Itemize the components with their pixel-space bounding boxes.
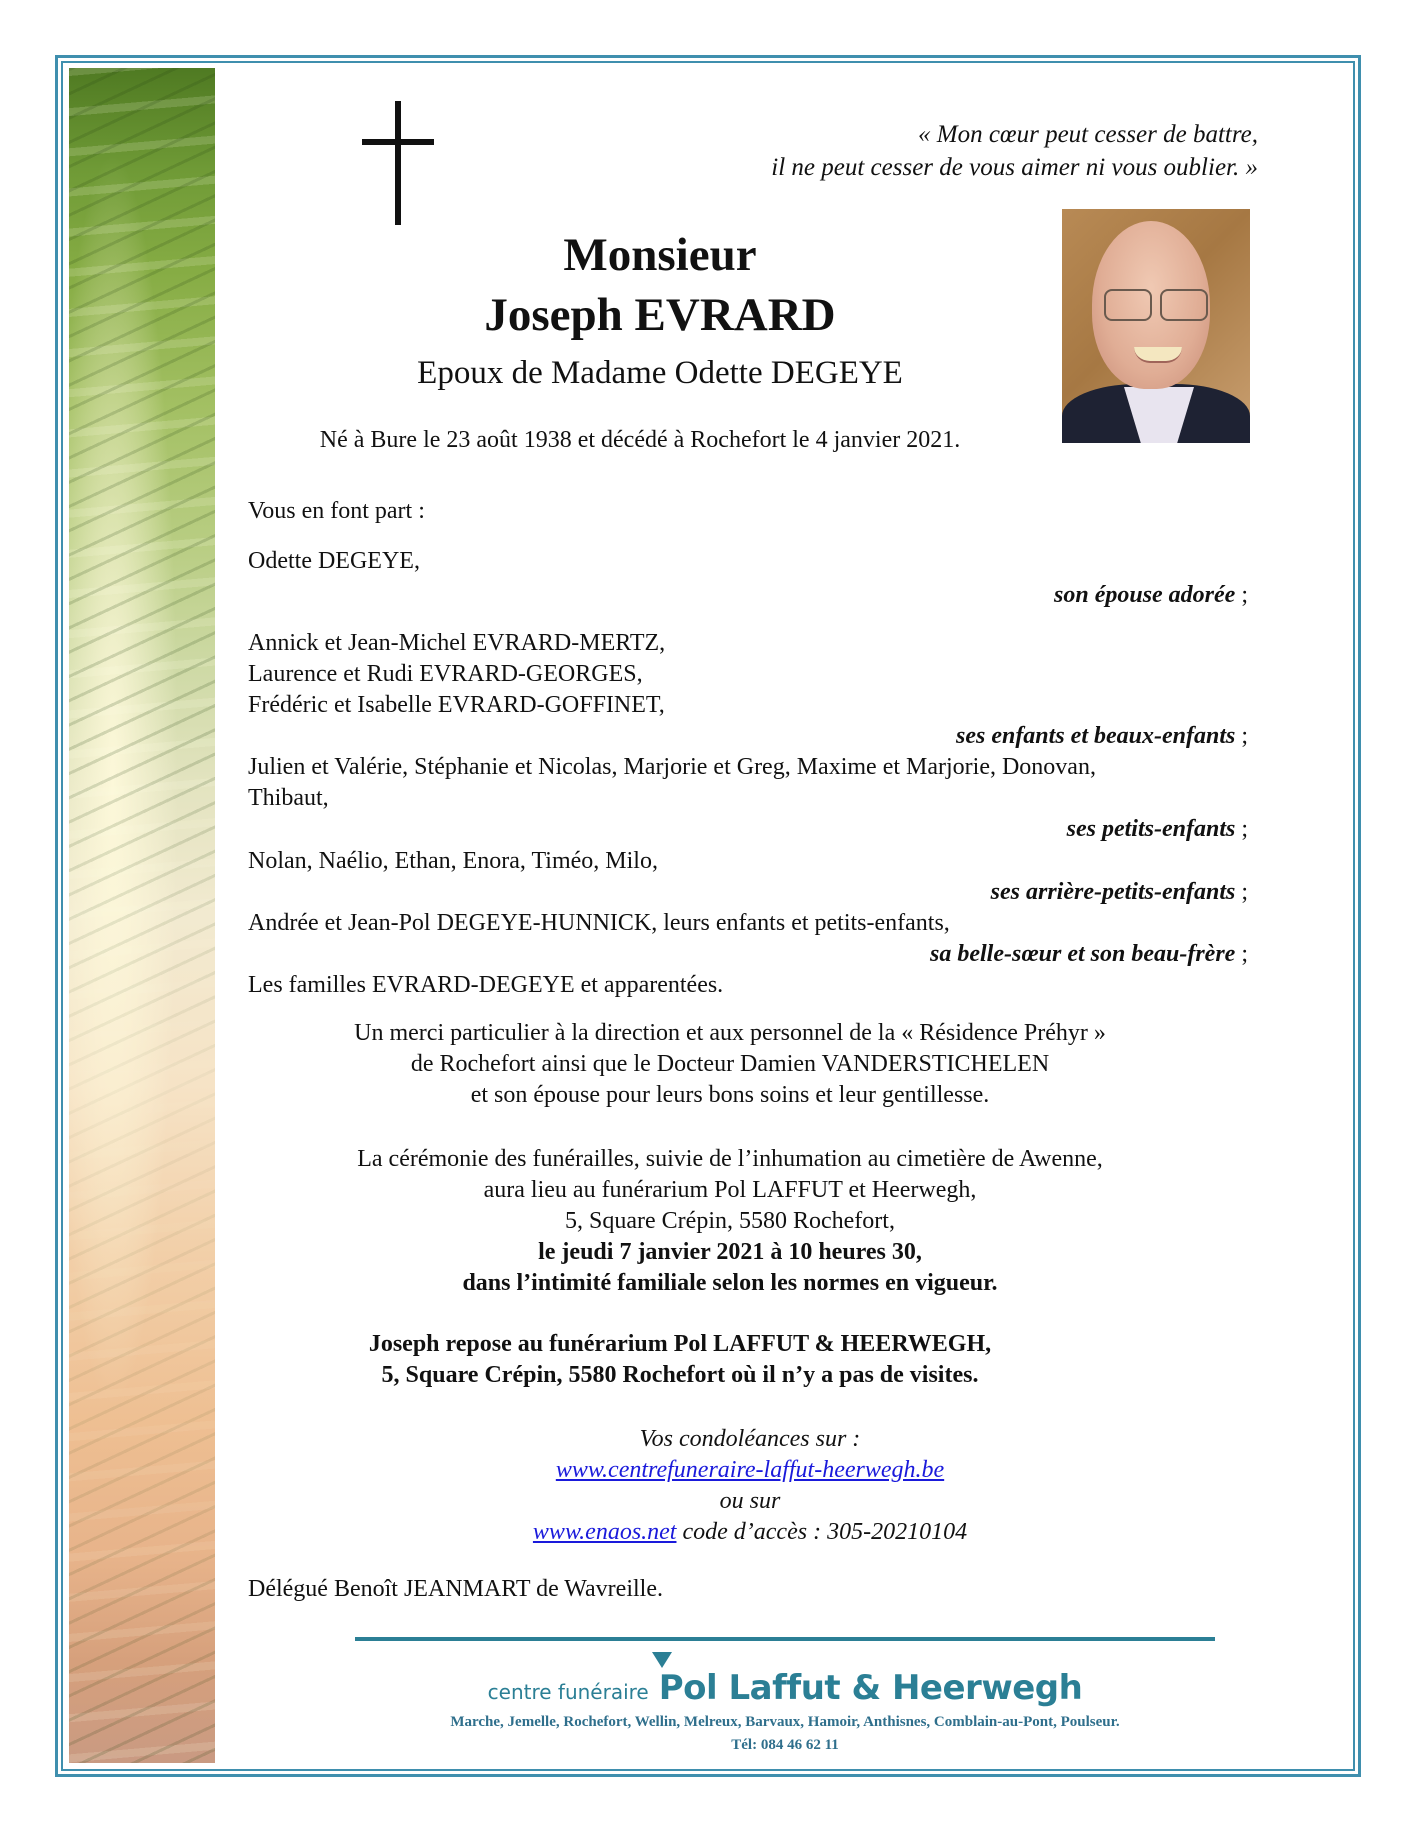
family-name-line: Frédéric et Isabelle EVRARD-GOFFINET, <box>248 692 665 718</box>
family-name-line: Nolan, Naélio, Ethan, Enora, Timéo, Milo, <box>248 848 658 874</box>
family-name-line: Odette DEGEYE, <box>248 548 420 574</box>
cross-icon <box>362 101 434 225</box>
family-relation: ses petits-enfants ; <box>1066 816 1248 842</box>
delegate-line: Délégué Benoît JEANMART de Wavreille. <box>248 1576 663 1602</box>
spouse-line: Epoux de Madame Odette DEGEYE <box>417 355 903 391</box>
logo-prefix: centre funéraire <box>487 1680 649 1704</box>
thanks-line: de Rochefort ainsi que le Docteur Damien VANDERSTICHELEN <box>410 1051 1050 1077</box>
funeral-home-logo <box>355 1668 1215 1708</box>
thanks-paragraph <box>230 1018 1230 1111</box>
condolences-intro: Vos condoléances sur : <box>639 1426 861 1452</box>
ceremony-paragraph <box>230 1144 1230 1299</box>
condolences-or: ou sur <box>719 1488 781 1514</box>
family-name-line: Laurence et Rudi EVRARD-GEORGES, <box>248 661 643 687</box>
ceremony-date: le jeudi 7 janvier 2021 à 10 heures 30, <box>538 1239 922 1265</box>
epigraph-quote <box>771 118 1258 184</box>
access-code: code d’accès : 305-20210104 <box>676 1519 968 1545</box>
triangle-marker-icon <box>652 1652 672 1668</box>
thanks-line: Un merci particulier à la direction et aux personnel de la « Résidence Préhyr » <box>354 1020 1106 1046</box>
condolences-link-enaos[interactable]: www.enaos.net <box>532 1519 677 1545</box>
repose-paragraph <box>180 1329 1180 1391</box>
repose-line: 5, Square Crépin, 5580 Rochefort où il n’y a pas de visites. <box>381 1362 979 1388</box>
portrait-photo <box>1062 209 1250 443</box>
logo-cities: Marche, Jemelle, Rochefort, Wellin, Melreux, Barvaux, Hamoir, Anthisnes, Comblain-au-Pont, Poulseur. <box>450 1714 1120 1730</box>
ceremony-line: aura lieu au funérarium Pol LAFFUT et Heerwegh, <box>483 1177 977 1203</box>
condolences-link-funeral-center[interactable]: www.centrefuneraire-laffut-heerwegh.be <box>555 1457 945 1483</box>
family-relation: son épouse adorée ; <box>1054 582 1248 608</box>
birth-death-line: Né à Bure le 23 août 1938 et décédé à Rochefort le 4 janvier 2021. <box>319 427 961 453</box>
thanks-line: et son épouse pour leurs bons soins et leur gentillesse. <box>470 1082 990 1108</box>
family-name-line: Annick et Jean-Michel EVRARD-MERTZ, <box>248 630 666 656</box>
family-closing: Les familles EVRARD-DEGEYE et apparentées. <box>248 972 724 998</box>
quote-line: il ne peut cesser de vous aimer ni vous oublier. » <box>771 154 1258 181</box>
logo-name: Pol Laffut & Heerwegh <box>658 1668 1083 1708</box>
quote-line: « Mon cœur peut cesser de battre, <box>918 121 1258 148</box>
repose-line: Joseph repose au funérarium Pol LAFFUT & HEERWEGH, <box>368 1331 992 1357</box>
family-name-line: Thibaut, <box>248 785 329 811</box>
ceremony-line: La cérémonie des funérailles, suivie de l’inhumation au cimetière de Awenne, <box>357 1146 1103 1172</box>
family-relation: sa belle-sœur et son beau-frère ; <box>930 941 1248 967</box>
logo-divider <box>355 1637 1215 1641</box>
family-relation: ses arrière-petits-enfants ; <box>990 879 1248 905</box>
deceased-name: Joseph EVRARD <box>484 289 836 341</box>
ceremony-note: dans l’intimité familiale selon les normes en vigueur. <box>462 1270 998 1296</box>
family-name-line: Andrée et Jean-Pol DEGEYE-HUNNICK, leurs enfants et petits-enfants, <box>248 910 950 936</box>
family-intro: Vous en font part : <box>248 498 425 524</box>
condolences-paragraph <box>250 1424 1250 1548</box>
family-name-line: Julien et Valérie, Stéphanie et Nicolas, Marjorie et Greg, Maxime et Marjorie, Donovan, <box>248 754 1096 780</box>
honorific: Monsieur <box>563 229 757 281</box>
forest-path-decorative-image <box>69 68 215 1763</box>
logo-phone: Tél: 084 46 62 11 <box>731 1737 839 1753</box>
family-relation: ses enfants et beaux-enfants ; <box>955 723 1248 749</box>
ceremony-line: 5, Square Crépin, 5580 Rochefort, <box>565 1208 895 1234</box>
